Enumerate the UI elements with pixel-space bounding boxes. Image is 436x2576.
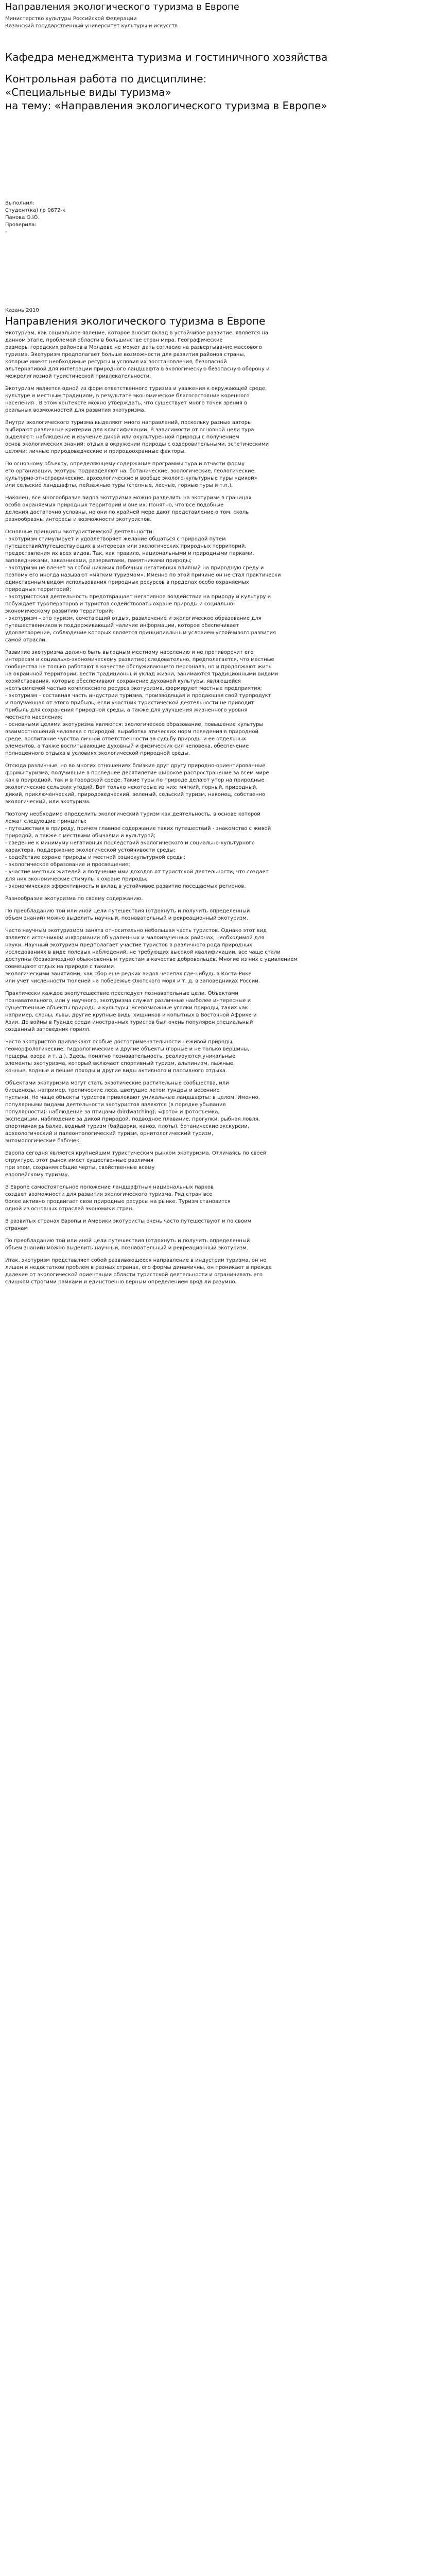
body-line: при этом, сохраняя общие черты, свойственные всему <box>5 1165 155 1171</box>
body-line: - содействие охране природы и местной социокультурной среды; <box>5 855 186 860</box>
city-year: Казань 2010 <box>5 308 39 313</box>
credits-student-group: Студент(ка) гр 0672-к <box>5 208 66 213</box>
body-line: путешественников и поддерживающий наличие информации, которое обеспечивает <box>5 623 239 629</box>
body-line: Наконец, все многообразие видов экотуризма можно разделить на экотуризм в границах <box>5 495 252 501</box>
body-line: - путешествия в природу, причем главное содержание таких путешествий - знакомство с живой <box>5 826 271 832</box>
body-line: пустыни. Но чаще объекты туристов привлекают уникальные ландшафты: в целом. Именно, <box>5 1095 260 1100</box>
body-line: биоценозы, например, тропические леса, цветущие летом тундры и весенние <box>5 1088 220 1093</box>
page-title: Направления экологического туризма в Европе <box>5 2 239 12</box>
body-line: В развитых странах Европы и Америки экотуристы очень часто путешествуют и по своим <box>5 1218 252 1224</box>
body-line: населения . В этом контексте можно утверждать, что существует много точек зрения в <box>5 400 248 406</box>
body-line: данном этапе, проблемой области в большинстве стран мира. Географические <box>5 337 223 343</box>
body-line: созданный заповедник горилл. <box>5 1027 91 1032</box>
body-line: для них экономические стимулы к охране природы; <box>5 876 148 882</box>
body-line: слишком строгими рамками и единственно верным определением вряд ли разумно. <box>5 1279 237 1285</box>
body-line: или учет численности тюленей на побережье Охотского моря и т. д. в заповедниках России. <box>5 978 260 984</box>
body-line: популярными видами деятельности экотуристов являются (в порядке убывания <box>5 1102 226 1108</box>
body-line: размеры городских районов в Молдове не может дать согласие на развертывание массового <box>5 345 262 350</box>
body-line: и получающая от этого прибыль, если участник туристической деятельности не приводит <box>5 700 254 706</box>
body-line: прибыль для сохранения природной среды, а также для улучшения жизненного уровня <box>5 707 248 713</box>
body-line: туризма. Экотуризм предполагает больше возможности для развития районов страны, <box>5 352 246 358</box>
body-line: среде, воспитание чувства личной ответственности за судьбу природы и ее отдельных <box>5 736 246 742</box>
body-line: науки. Научный экотуризм предполагает участие туристов в различного рода природных <box>5 942 252 948</box>
body-line: - участие местных жителей и получение ими доходов от туристской деятельности, что создает <box>5 869 269 875</box>
body-line: разнообразны интересы и возможности экотуристов. <box>5 517 152 522</box>
body-line: Европа сегодня является крупнейшим туристическим рынком экотуризма. Отличаясь по своей <box>5 1150 267 1156</box>
body-line: По основному объекту, определяющему содержание программы тура и отчасти форму <box>5 461 245 467</box>
body-line: Поэтому необходимо определить экологический туризм как деятельность, в основе которой <box>5 811 260 817</box>
body-line: геоморфологические, гидрологические и другие объекты (горные и не только вершины, <box>5 1046 250 1052</box>
body-line: - экотуристская деятельность предотвращает негативное воздействие на природу и культуру и <box>5 594 271 600</box>
body-line: структуре, этот рынок имеет существенные различия <box>5 1158 153 1163</box>
body-line: конные, водные и пешие походы и другие виды активного и пассивного отдыха. <box>5 1068 228 1074</box>
body-line: межрелигиозной туристической привлекательности. <box>5 374 151 379</box>
body-line: взаимоотношений человека с природой, выработка этических норм поведения в природной <box>5 729 258 735</box>
body-line: познавательного, или у научного, экотуризма служат различные наиболее интересные и <box>5 998 251 1004</box>
body-line: лишен и недостатков проблем в разных странах, его формы динамичны, он проникает в прежде <box>5 1265 272 1270</box>
body-line: интересам и социально-экономическому развитию; следовательно, предполагается, что местные <box>5 657 274 663</box>
body-line: пещеры, озера и т. д.). Здесь, понятно познавательность, реализуются уникальные <box>5 1054 236 1059</box>
body-line: хозяйствования, которые обеспечивают сохранение духовной культуры, являющейся <box>5 679 241 684</box>
body-line: неотъемлемой частью комплексного ресурса экотуризма, формируют местные предприятия; <box>5 686 262 691</box>
body-line: одной из основных отраслей экономики стран. <box>5 1206 134 1212</box>
department-heading: Кафедра менеджмента туризма и гостиничного хозяйства <box>5 51 328 63</box>
body-line: Развитие экотуризма должно быть выгодным местному населению и не противоречит его <box>5 650 254 655</box>
body-line: экспедиции, наблюдение за дикой природой, подводное плавание, прогулки, рыбная ловля, <box>5 1116 260 1122</box>
body-line: Практически каждое экопутешествие преследует познавательные цели. Объектами <box>5 991 238 996</box>
body-line: элементы экотуризма, который включает спортивный туризм, альпинизм, лыжные, <box>5 1061 235 1066</box>
body-line: предоставления их всех видов. Так, как правило, национальными и природными парками, <box>5 551 254 556</box>
body-line: экологический, или экотуризм. <box>5 799 91 805</box>
body-line: объем знаний) можно выделить научный, познавательный и рекреационный экотуризм. <box>5 916 248 921</box>
body-line: - экотуризм – составная часть индустрии туризма, производящая и продающая свой турпродукт <box>5 693 271 699</box>
body-line: например, слоны, львы, другие крупные виды хищников и копытных в Восточной Африке и <box>5 1012 257 1018</box>
university-line: Казанский государственный университет культуры и искусств <box>5 23 178 29</box>
body-line: - экотуризм стимулирует и удовлетворяет желание общаться с природой путем <box>5 536 226 542</box>
work-title-line-2: «Специальные виды туризма» <box>5 86 171 98</box>
body-line: Основные принципы экотуристической деятельности: <box>5 529 154 535</box>
body-line: странам <box>5 1226 28 1231</box>
body-line: лежат следующие принципы: <box>5 819 87 824</box>
body-line: заповедниками, заказниками, резерватами, памятниками природы; <box>5 558 192 564</box>
body-line: элементов, а также воспитывающие духовный и физических сил человека, обеспечение <box>5 743 249 749</box>
body-line: археологический и палеонтологический туризм, орнитологический туризм, <box>5 1131 214 1137</box>
work-title-line-3: на тему: «Направления экологического туризма в Европе» <box>5 99 327 112</box>
body-line: объем знаний) можно выделить научный, познавательный и рекреационный экотуризм. <box>5 1245 248 1251</box>
body-line: деления достаточно условны, но они по крайней мере дают представление о том, сколь <box>5 510 249 515</box>
body-line: - сведение к минимуму негативных последствий экологического и социально-культурного <box>5 840 255 846</box>
body-line: целями; личные природоведческие и природоохранные факторы. <box>5 449 186 454</box>
body-line: Часто экотуристов привлекают особые достопримечательности неживой природы, <box>5 1039 234 1045</box>
ministry-line: Министерство культуры Российской Федерации <box>5 16 137 22</box>
body-line: - экотуризм – это туризм, сочетающий отдых, развлечение и экологическое образование для <box>5 616 261 621</box>
body-line: экономическому развитию территорий; <box>5 608 114 614</box>
body-line: исследованиях в виде полевых наблюдений, не требующих высокой квалификации, все чаще стали <box>5 950 281 955</box>
body-line: - экотуризм не влечет за собой никаких побочных негативных влияний на природную среду и <box>5 565 264 571</box>
body-line: поэтому его иногда называют «мягким туризмом». Именно по этой причине он не стал практически <box>5 572 281 578</box>
body-line: является источником информации об удаленных и малоизученных районах, необходимой для <box>5 935 265 941</box>
credits-performed: Выполнил: <box>5 200 34 206</box>
body-line: Итак, экотуризм представляет собой развивающееся направление в индустрии туризма, он не <box>5 1258 267 1263</box>
body-line: самой отрасли. <box>5 637 47 643</box>
credits-checker: - <box>5 229 7 235</box>
body-line: его организации, экотуры подразделяют на: ботанические, зоологические, геологические, <box>5 468 256 474</box>
body-line: экологические сельских угодий. Вот только некоторые из них: мягкий, горный, природный, <box>5 785 258 790</box>
body-line: Отсюда различные, но во многих отношениях близкие друг другу природно-ориентированные <box>5 763 266 769</box>
body-line: Экотуризм является одной из форм ответственного туризма и уважения к окружающей среде, <box>5 386 267 392</box>
credits-student-name: Панова О.Ю. <box>5 215 40 221</box>
body-line: выбирают различные критерии для классификации. В зависимости от основной цели тура <box>5 427 254 433</box>
body-line: создает возможности для развития экологического туризма. Ряд стран все <box>5 1192 213 1197</box>
work-title-line-1: Контрольная работа по дисциплине: <box>5 73 207 85</box>
body-line: сообщества не только работают в качестве обслуживающего персонала, но и продолжают жить <box>5 664 272 670</box>
body-line: как в природной, так и в городской среде. Такие туры по природе делают упор на природные <box>5 777 265 783</box>
body-line: - экологическое образование и просвещение; <box>5 862 130 868</box>
body-line: формы туризма, получившие в последнее десятилетие широкое распространение за всем мире <box>5 770 269 776</box>
body-line: Экотуризм, как социальное явление, которое вносит вклад в устойчивое развитие, является на <box>5 330 269 336</box>
body-line: существенные объекты природы и культуры. Всевозможные уголки природы, таких как <box>5 1005 248 1011</box>
body-line: энтомологические бабочек. <box>5 1138 81 1144</box>
body-line: Азии. До войны в Руанде среди иностранных туристов был очень популярен специальный <box>5 1020 253 1025</box>
body-line: культурно-этнографические, археологические и вообще эколого-культурные туры «дикой» <box>5 476 257 481</box>
body-line: полноценного отдыха в условиях экологической природной среды. <box>5 751 190 756</box>
body-line: путешествий/путешествующих в интересах или экологических природных территорий, <box>5 544 247 549</box>
body-line: Часто научным экотуризмом занята относительно небольшая часть туристов. Однако этот вид <box>5 928 267 934</box>
body-line: природой, а также с местными обычаями и культурой; <box>5 833 156 839</box>
body-line: которые имеют необходимые ресурсы и условия их восстановления, безопасной <box>5 359 227 365</box>
body-line: Объектами экотуризма могут стать экзотические растительные сообщества, или <box>5 1080 229 1086</box>
body-line: основ экологических знаний; отдых в окружении природы с оздоровительными, эстетическими <box>5 442 269 447</box>
body-line: европейскому туризму. <box>5 1172 69 1178</box>
body-line: местного населения; <box>5 715 63 720</box>
body-line: совмещают отдых на природе с такими <box>5 964 114 970</box>
body-line: - основными целями экотуризма являются: экологическое образование, повышение культуры <box>5 722 264 727</box>
body-line: более активно продвигает свои природные ресурсы на рынке. Туризм становится <box>5 1199 231 1205</box>
body-line: далекие от экологической ориентации области туристской деятельности и ограничивать его <box>5 1272 263 1278</box>
body-line: побуждает туроператоров и туристов содействовать охране природы и социально- <box>5 601 235 607</box>
body-line: характера, поддержание экологической устойчивости среды; <box>5 848 176 853</box>
body-line: природных территорий; <box>5 587 72 592</box>
body-line: Разнообразие экотуризма по своему содержанию. <box>5 896 143 902</box>
body-line: альтернативой для интеграции природного ландшафта в экологическую безопасную оборону и <box>5 366 270 372</box>
body-line: В Европе самостоятельное положение ландшафтных национальных парков <box>5 1184 214 1190</box>
section-heading: Направления экологического туризма в Европе <box>5 315 266 327</box>
body-line: на окраинной территории, вести традиционный уклад жизни, занимаются традиционными видами <box>5 671 278 677</box>
body-line: удовлетворение, соблюдение которых является принципиальным условием устойчивого развития <box>5 630 276 636</box>
body-line: экологическими занятиями, как сбор еще редких видов черепах где-нибудь в Коста-Рике <box>5 971 252 977</box>
body-line: дикий, приключенческий, природоведческий, зеленый, сельский туризм, наконец, собственно <box>5 792 266 798</box>
body-line: или сельские ландшафты, пейзажные туры (степные, лесные, горные туры и т.п.). <box>5 483 233 488</box>
body-line: единственным видом использования природных ресурсов в пределах особо охраняемых <box>5 580 249 585</box>
body-line: культуре и местным традициям, в результате экономическое благосостояние коренного <box>5 393 250 399</box>
body-line: По преобладанию той или иной цели путешествия (отдохнуть и получить определенный <box>5 1238 250 1244</box>
body-line: Внутри экологического туризма выделяют много направлений, поскольку разные авторы <box>5 420 252 426</box>
body-line: - экономическая эффективность и вклад в устойчивое развитие посещаемых регионов. <box>5 884 246 889</box>
body-line: особо охраняемых природных территорий и вне их. Понятно, что все подобные <box>5 502 224 508</box>
body-line: доступны (безвозмездно) обыкновенным туристам в качестве добровольцев. Многие из них с удивлением <box>5 957 298 962</box>
body-line: По преобладанию той или иной цели путешествия (отдохнуть и получить определенный <box>5 908 250 914</box>
credits-checked: Проверила: <box>5 222 37 228</box>
body-line: реальных возможностей для развития экотуризма. <box>5 408 146 413</box>
body-line: популярности): наблюдение за птицами (birdwatching); «фото» и фотосъемка, <box>5 1109 220 1115</box>
body-line: спортивная рыбалка, водный туризм (байдарки, каноэ, плоты), ботанические экскурсии, <box>5 1124 250 1129</box>
body-line: выделяют: наблюдение и изучение дикой или окультуренной природы с получением <box>5 434 239 440</box>
